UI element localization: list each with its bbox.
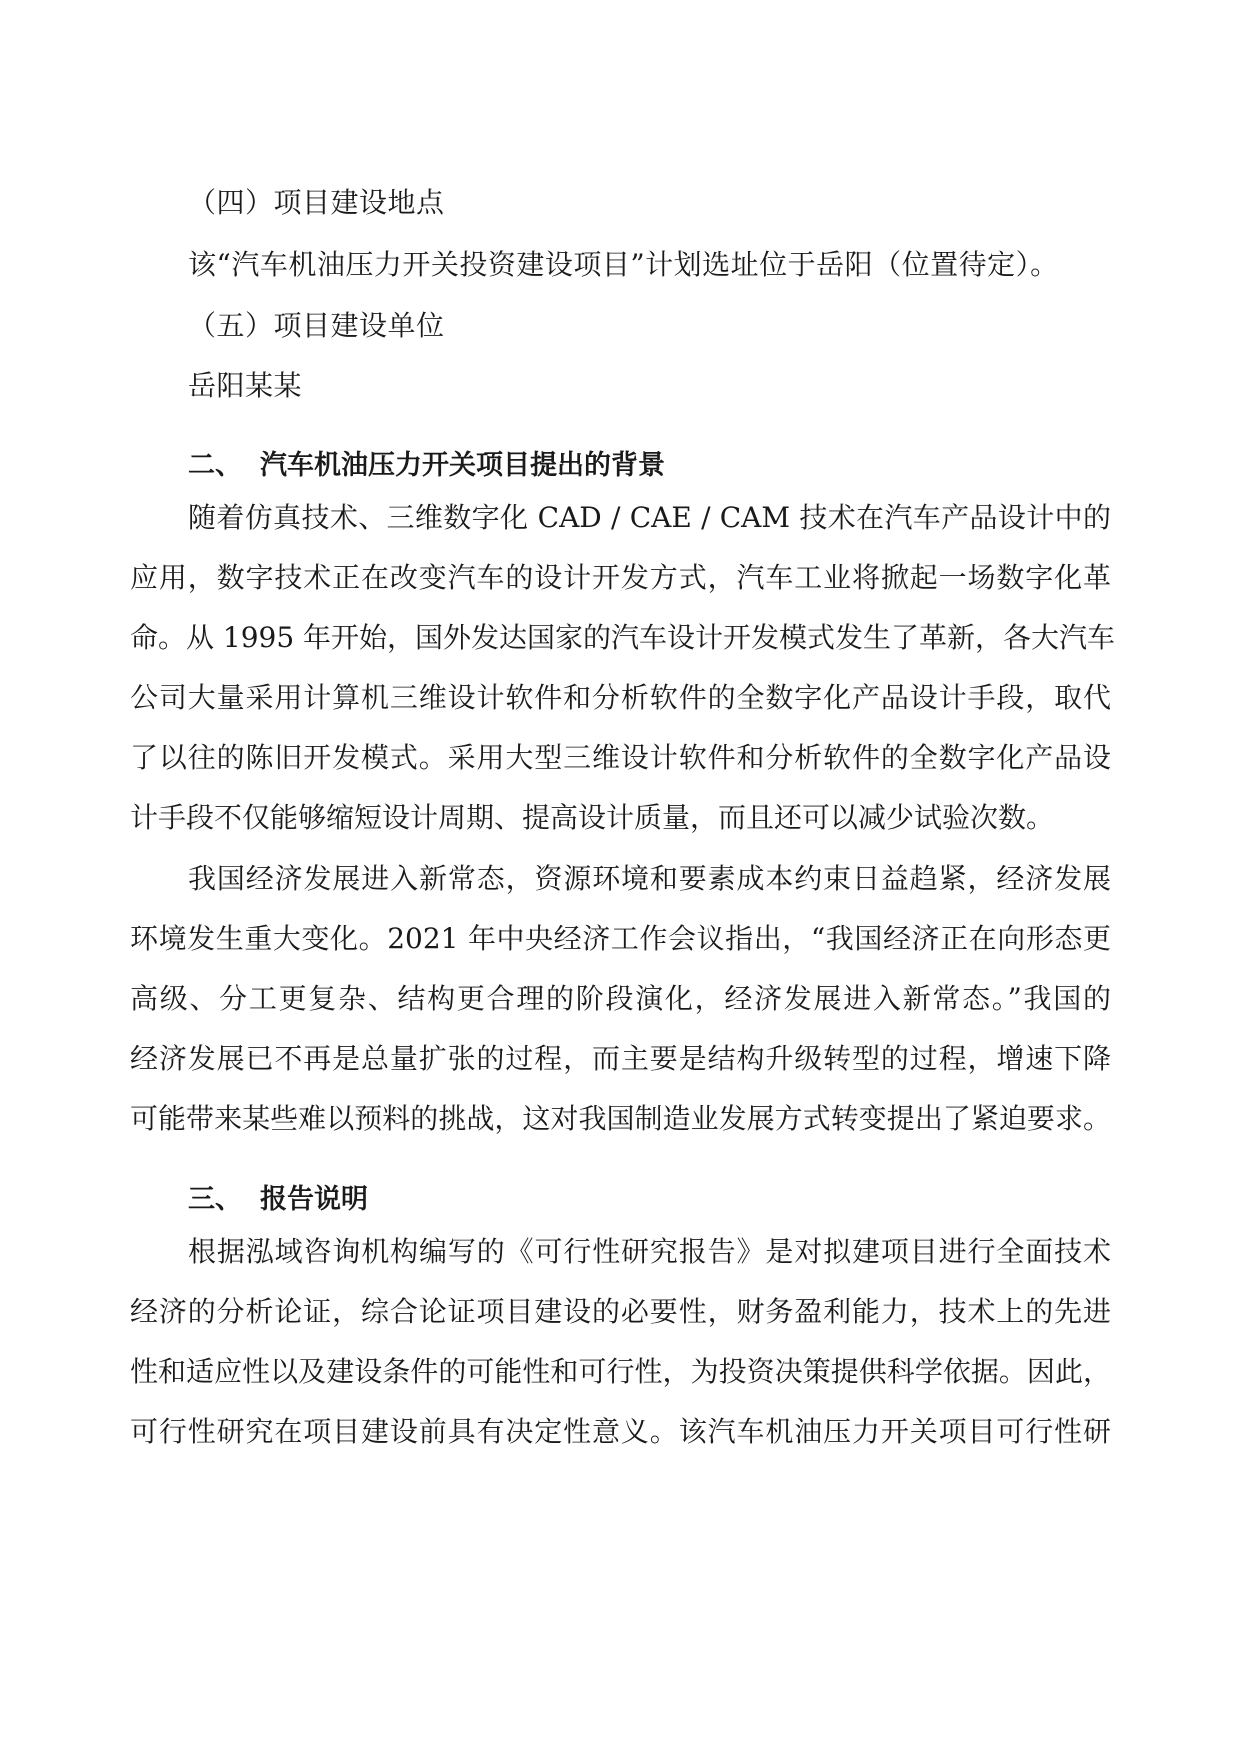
unit-text: 岳阳某某 (188, 369, 303, 402)
location-text: 该“汽车机油压力开关投资建设项目”计划选址位于岳阳（位置待定）。 (188, 248, 1059, 281)
paragraph-line: 命。从 1995 年开始，国外发达国家的汽车设计开发模式发生了革新，各大汽车 (130, 621, 1116, 654)
subsection-heading-location: （四）项目建设地点 (188, 186, 445, 219)
paragraph-line: 公司大量采用计算机三维设计软件和分析软件的全数字化产品设计手段，取代 (130, 681, 1111, 714)
paragraph-line: 经济的分析论证，综合论证项目建设的必要性，财务盈利能力，技术上的先进 (130, 1295, 1111, 1328)
paragraph-line: 性和适应性以及建设条件的可能性和可行性，为投资决策提供科学依据。因此， (130, 1355, 1111, 1388)
section-number: 二、 (188, 450, 242, 481)
paragraph-line: 计手段不仅能够缩短设计周期、提高设计质量，而且还可以减少试验次数。 (130, 801, 1055, 834)
paragraph-line: 我国经济发展进入新常态，资源环境和要素成本约束日益趋紧，经济发展 (188, 862, 1111, 895)
paragraph-line: 可行性研究在项目建设前具有决定性意义。该汽车机油压力开关项目可行性研 (130, 1415, 1111, 1448)
paragraph-line: 应用，数字技术正在改变汽车的设计开发方式，汽车工业将掀起一场数字化革 (130, 561, 1111, 594)
subsection-heading-unit: （五）项目建设单位 (188, 309, 445, 342)
section-number: 三、 (188, 1184, 242, 1215)
paragraph-line: 高级、分工更复杂、结构更合理的阶段演化，经济发展进入新常态。”我国的 (130, 982, 1111, 1015)
section-heading-background (188, 446, 665, 486)
paragraph-line: 随着仿真技术、三维数字化 CAD / CAE / CAM 技术在汽车产品设计中的 (188, 501, 1111, 534)
section-heading-report (188, 1180, 368, 1220)
paragraph-line: 经济发展已不再是总量扩张的过程，而主要是结构升级转型的过程，增速下降 (130, 1042, 1111, 1075)
section-title: 报告说明 (260, 1184, 368, 1215)
paragraph-line: 根据泓域咨询机构编写的《可行性研究报告》是对拟建项目进行全面技术 (188, 1235, 1111, 1268)
paragraph-line: 了以往的陈旧开发模式。采用大型三维设计软件和分析软件的全数字化产品设 (130, 741, 1111, 774)
paragraph-line: 环境发生重大变化。2021 年中央经济工作会议指出，“我国经济正在向形态更 (130, 922, 1111, 955)
section-title: 汽车机油压力开关项目提出的背景 (260, 450, 665, 481)
paragraph-line: 可能带来某些难以预料的挑战，这对我国制造业发展方式转变提出了紧迫要求。 (130, 1102, 1111, 1135)
